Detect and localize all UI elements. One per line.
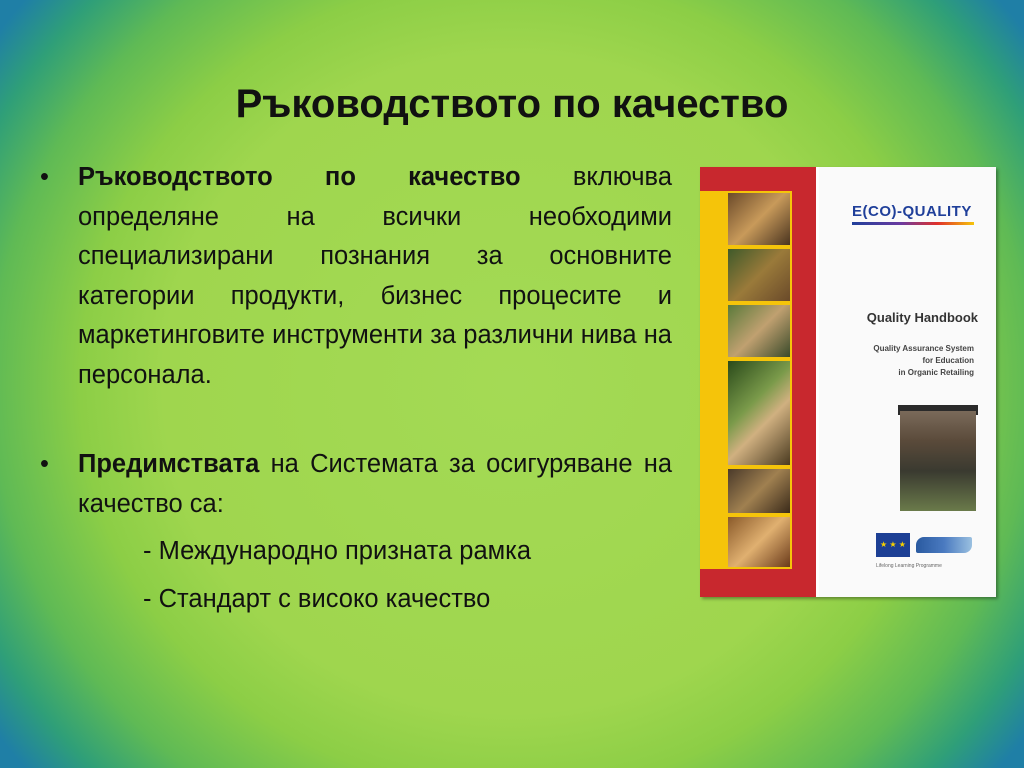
- cover-photo: [728, 361, 790, 465]
- bullet-bold-text: Ръководството по качество: [78, 163, 521, 191]
- eco-quality-logo: E(CO)-QUALITY: [852, 203, 972, 220]
- cover-yellow-band: [700, 191, 726, 569]
- bullet-icon: •: [40, 450, 49, 478]
- slide-title: Ръководството по качество: [235, 82, 789, 126]
- eu-flag-icon: ★ ★ ★: [876, 533, 910, 557]
- bullet-icon: •: [40, 163, 49, 191]
- quality-handbook-cover-image: [700, 167, 996, 597]
- bullet-text: включва определяне на всички необходими специализирани познания за основните категории продукти, бизнес процесите и маркетинговите инструменти за различни нива на персонала.: [78, 163, 673, 389]
- cover-photo: [728, 517, 790, 567]
- bullet-bold-text: Предимствата: [78, 450, 260, 478]
- cover-subtitle-line: for Education: [922, 356, 974, 365]
- bullet-text: на Системата за осигуряване на качество са:: [78, 450, 672, 518]
- cover-subtitle-line: Quality Assurance System: [873, 344, 974, 353]
- shop-photo: [900, 411, 976, 511]
- bullet-item-quality-handbook: [40, 158, 672, 395]
- sub-item-international-framework: - Международно призната рамка: [143, 537, 532, 565]
- cover-title: Quality Handbook: [866, 310, 978, 325]
- slide-content: [40, 158, 672, 619]
- cover-photo: [728, 305, 790, 357]
- programme-caption: Lifelong Learning Programme: [876, 563, 942, 569]
- cover-photo: [728, 249, 790, 301]
- cover-photo: [728, 193, 790, 245]
- cover-subtitle: [828, 343, 974, 379]
- cover-photo: [728, 469, 790, 513]
- logo-underline: [852, 222, 974, 225]
- programme-logo-icon: [916, 537, 972, 553]
- sub-item-high-quality-standard: - Стандарт с високо качество: [143, 584, 491, 613]
- cover-subtitle-line: in Organic Retailing: [898, 368, 974, 377]
- bullet-item-advantages: [40, 445, 672, 524]
- cover-photo-strip: [726, 191, 792, 569]
- cover-divider: [816, 167, 819, 597]
